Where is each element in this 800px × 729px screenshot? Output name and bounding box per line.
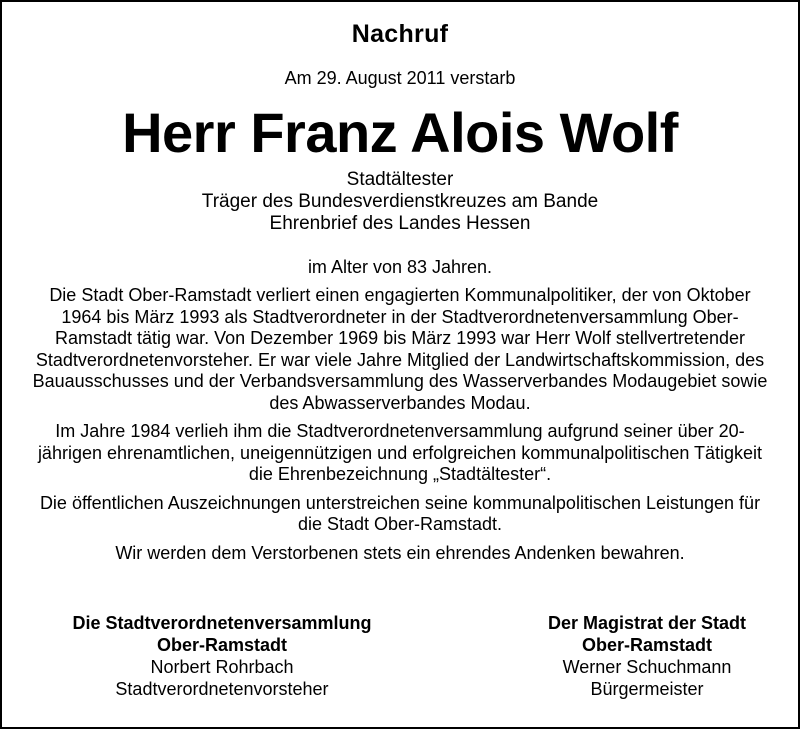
signature-person: Norbert Rohrbach [150, 657, 294, 677]
title-line: Ehrenbrief des Landes Hessen [269, 213, 531, 234]
body-paragraph: Wir werden dem Verstorbenen stets ein ehrendes Andenken bewahren. [115, 542, 685, 563]
signature-role: Bürgermeister [590, 679, 704, 699]
obituary-body [32, 285, 768, 571]
signature-council [42, 612, 402, 700]
body-paragraph: Die Stadt Ober-Ramstadt verliert einen engagierten Kommunalpolitiker, der von Oktober 1964 bis März 1993 als Stadtverordneter in der Stadtverordnetenversammlung Ober-Ramstadt tätig war. Von Dezember 1969 bis März 1993 war Herr Wolf stellvertretender Stadtverordnetenvorsteher. Er war viele Jahre Mitglied der Landwirtschaftskommission, des Bauausschusses und der Verbandsversammlung des Wasserverbandes Modaugebiet sowie des Abwasserverbandes Modau. [32, 285, 768, 413]
honorary-titles [2, 169, 798, 235]
signature-org-city: Ober-Ramstadt [581, 635, 713, 655]
title-line: Stadtältester [346, 169, 454, 190]
signature-org-city: Ober-Ramstadt [156, 635, 288, 655]
signature-person: Werner Schuchmann [562, 657, 732, 677]
age-line: im Alter von 83 Jahren. [307, 257, 493, 277]
body-paragraph: Die öffentlichen Auszeichnungen unterstreichen seine kommunalpolitischen Leistungen für die Stadt Ober-Ramstadt. [39, 492, 761, 534]
notice-heading: Nachruf [351, 20, 449, 48]
signature-role: Stadtverordnetenvorsteher [115, 679, 329, 699]
title-line: Träger des Bundesverdienstkreuzes am Bande [201, 191, 599, 212]
death-date-line: Am 29. August 2011 verstarb [284, 68, 516, 88]
body-paragraph: Im Jahre 1984 verlieh ihm die Stadtverordnetenversammlung aufgrund seiner über 20-jährigen ehrenamtlichen, uneigennützigen und erfolgreichen kommunalpolitischen Tätigkeit die Ehrenbezeichnung „Stadtältester“. [37, 421, 763, 484]
signature-org: Der Magistrat der Stadt [547, 613, 747, 633]
deceased-name: Herr Franz Alois Wolf [122, 101, 678, 164]
signature-magistrate [507, 612, 787, 700]
signature-org: Die Stadtverordnetenversammlung [72, 613, 372, 633]
